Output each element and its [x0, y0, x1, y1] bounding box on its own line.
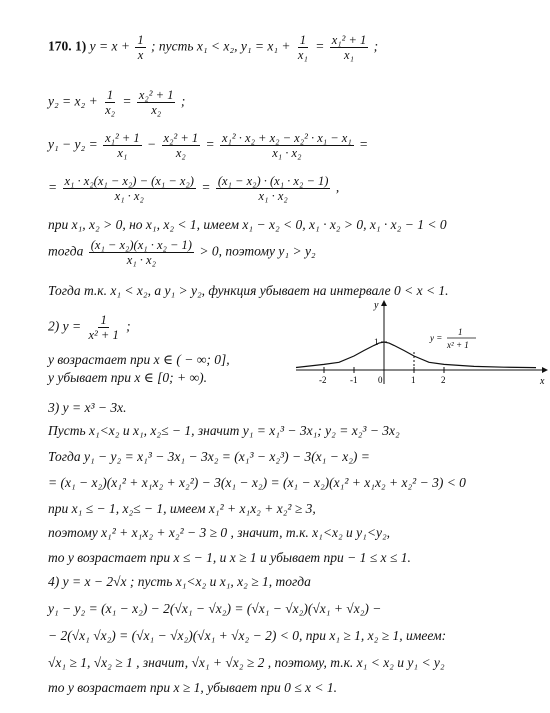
p3-line3: Тогда y₁ − y₂ = x₁³ − 3x₁ − 3x₂ = (x₁³ − x₂³) − 3(x₁ − x₂) = [48, 449, 370, 464]
fraction: $\frac{1}{\text{x² + 1}}$ [88, 313, 119, 342]
function-graph [290, 298, 550, 388]
y-axis-arrow-icon [381, 300, 387, 306]
p1-line1: 170. 1) y = x + $\frac{1}{x}$ ; пусть x₁ < x₂, y₁ = x₁ + $\frac{1}{\text{x₁}}$ = $\frac{\text{x₁² + 1}}{\text{x₁}}$ ; [48, 33, 379, 62]
p1-line3: y₁ − y₂ = $\frac{\text{x₁² + 1}}{\text{x₁}}$ − $\frac{\text{x₂² + 1}}{\text{x₂}}$ = $\frac{\text{x₁² · x₂ + x₂ − x₂² · x₁ − x₁}}{\text{x₁ · x₂}}$ = [48, 131, 369, 160]
curve-label-num: 1 [458, 327, 463, 337]
x-tick-label: -1 [350, 375, 358, 385]
p4-line3: − 2(√x₁ √x₂) = (√x₁ − √x₂)(√x₁ + √x₂ − 2) < 0, при x₁ ≥ 1, x₂ ≥ 1, имеем: [48, 628, 447, 643]
y-tick-label: 1 [374, 337, 379, 347]
p3-line5: при x₁ ≤ − 1, x₂≤ − 1, имеем x₁² + x₁x₂ + x₂² ≥ 3, [48, 501, 316, 516]
curve-label-den: x² + 1 [447, 340, 469, 350]
p3-line2: Пусть x₁<x₂ и x₁, x₂≤ − 1, значит y₁ = x₁³ − 3x₁; y₂ = x₂³ − 3x₂ [48, 423, 400, 438]
p4-line1: 4) y = x − 2√x ; пусть x₁<x₂ и x₁, x₂ ≥ 1, тогда [48, 574, 311, 589]
p1-line2: y₂ = x₂ + $\frac{1}{\text{x₂}}$ = $\frac{\text{x₂² + 1}}{\text{x₂}}$ ; [48, 88, 186, 117]
p1-line6: тогда $\frac{\text{(x₁ − x₂)(x₁ · x₂ − 1)}}{\text{x₁ · x₂}}$ > 0, поэтому y₁ > y₂ [48, 238, 316, 267]
p3-line4: = (x₁ − x₂)(x₁² + x₁x₂ + x₂²) − 3(x₁ − x₂) = (x₁ − x₂)(x₁² + x₁x₂ + x₂² − 3) < 0 [48, 475, 466, 490]
fraction: $\frac{1}{x}$ [137, 33, 144, 62]
y-axis-label: y [374, 300, 379, 311]
fraction: $\frac{\text{x₁² · x₂ + x₂ − x₂² · x₁ − x₁}}{\text{x₁ · x₂}}$ [222, 131, 352, 160]
p3-line7: то y возрастает при x ≤ − 1, и x ≥ 1 и убывает при − 1 ≤ x ≤ 1. [48, 550, 411, 565]
fraction: $\frac{\text{x₂² + 1}}{\text{x₂}}$ [138, 88, 174, 117]
p1-line5: при x₁, x₂ > 0, но x₁, x₂ < 1, имеем x₁ − x₂ < 0, x₁ · x₂ > 0, x₁ · x₂ − 1 < 0 [48, 217, 447, 232]
p4-line4: √x₁ ≥ 1, √x₂ ≥ 1 , значит, √x₁ + √x₂ ≥ 2 , поэтому, т.к. x₁ < x₂ и y₁ < y₂ [48, 655, 445, 670]
fraction: $\frac{1}{\text{x₂}}$ [105, 88, 115, 117]
p2-line1: 2) y = $\frac{1}{\text{x² + 1}}$ ; [48, 313, 131, 342]
p3-line6: поэтому x₁² + x₁x₂ + x₂² − 3 ≥ 0 , значит, т.к. x₁<x₂ и y₁<y₂, [48, 525, 391, 540]
p4-line5: то y возрастает при x ≥ 1, убывает при 0 ≤ x < 1. [48, 680, 338, 695]
fraction: $\frac{1}{\text{x₁}}$ [297, 33, 308, 62]
fraction: $\frac{\text{x₂² + 1}}{\text{x₂}}$ [163, 131, 199, 160]
fraction: $\frac{\text{(x₁ − x₂)(x₁ · x₂ − 1)}}{\text{x₁ · x₂}}$ [90, 238, 192, 267]
fraction: $\frac{\text{x₁² + 1}}{\text{x₁}}$ [331, 33, 367, 62]
p2-line2: y возрастает при x ∈ ( − ∞; 0], [48, 352, 230, 367]
p4-line2: y₁ − y₂ = (x₁ − x₂) − 2(√x₁ − √x₂) = (√x₁ − √x₂)(√x₁ + √x₂) − [48, 601, 382, 616]
fraction: $\frac{\text{(x₁ − x₂) · (x₁ · x₂ − 1)}}{\text{x₁ · x₂}}$ [217, 174, 329, 203]
p2-line3: y убывает при x ∈ [0; + ∞). [48, 370, 207, 385]
problem-number: 170. [48, 38, 72, 54]
fraction: $\frac{\text{x₁² + 1}}{\text{x₁}}$ [105, 131, 140, 160]
p1-line7: Тогда т.к. x₁ < x₂, а y₁ > y₂, функция убывает на интервале 0 < x < 1. [48, 283, 449, 298]
curve-label-prefix: y = [430, 333, 443, 343]
p3-line1: 3) y = x³ − 3x. [48, 400, 127, 415]
x-axis-label: x [540, 376, 545, 387]
x-tick-label: -2 [319, 375, 327, 385]
x-axis-arrow-icon [542, 367, 548, 373]
function-curve [296, 342, 536, 368]
x-tick-label: 2 [441, 375, 446, 385]
fraction: $\frac{\text{x₁ · x₂(x₁ − x₂) − (x₁ − x₂)}}{\text{x₁ · x₂}}$ [64, 174, 194, 203]
x-tick-label: 1 [411, 375, 416, 385]
x-tick-label: 0 [378, 375, 383, 385]
p1-line4: = $\frac{\text{x₁ · x₂(x₁ − x₂) − (x₁ − x₂)}}{\text{x₁ · x₂}}$ = $\frac{\text{(x₁ − x₂) · (x₁ · x₂ − 1)}}{\text{x₁ · x₂}}$ , [48, 174, 340, 203]
